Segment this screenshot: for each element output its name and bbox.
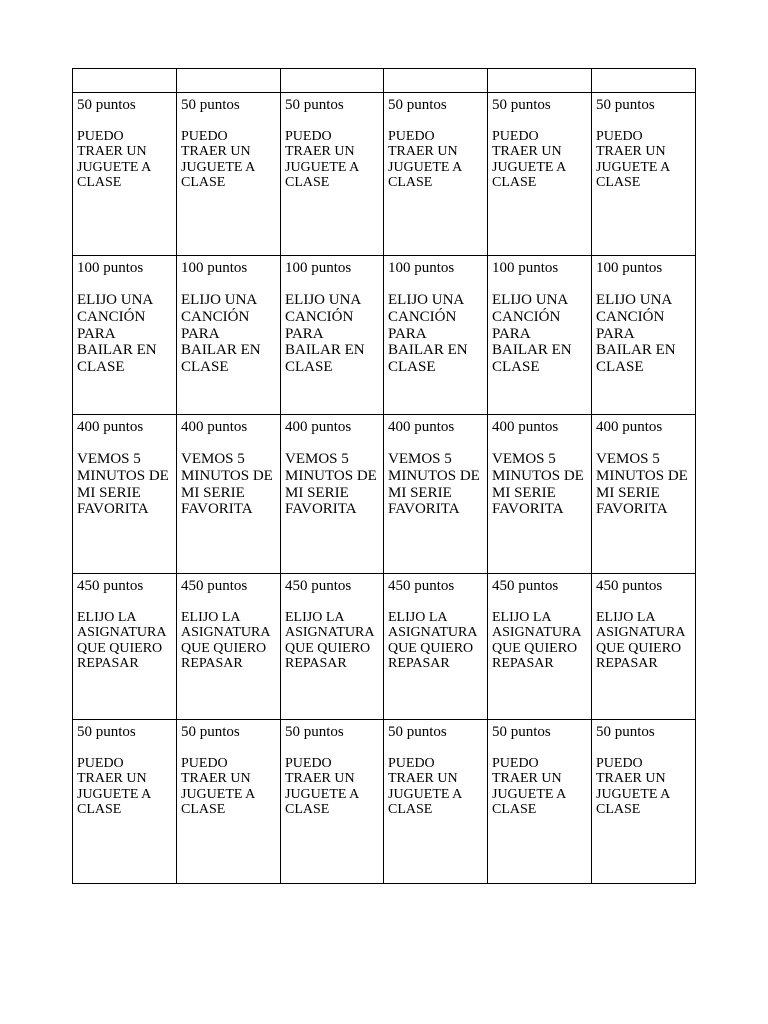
reward-text: VEMOS 5 MINUTOS DE MI SERIE FAVORITA xyxy=(285,451,377,518)
reward-cell xyxy=(281,415,384,574)
reward-text: PUEDO TRAER UN JUGUETE A CLASE xyxy=(596,756,671,817)
points-label: 100 puntos xyxy=(492,260,559,276)
reward-cell xyxy=(384,574,488,720)
reward-text: VEMOS 5 MINUTOS DE MI SERIE FAVORITA xyxy=(596,451,688,518)
reward-cell xyxy=(177,93,281,256)
points-label: 50 puntos xyxy=(388,97,447,113)
points-label: 100 puntos xyxy=(388,260,455,276)
points-label: 400 puntos xyxy=(492,419,559,435)
points-label: 450 puntos xyxy=(77,578,144,594)
reward-text: PUEDO TRAER UN JUGUETE A CLASE xyxy=(77,129,152,190)
reward-cell xyxy=(592,574,696,720)
points-label: 450 puntos xyxy=(492,578,559,594)
points-label: 100 puntos xyxy=(596,260,663,276)
reward-row xyxy=(73,256,696,415)
points-label: 50 puntos xyxy=(388,724,447,740)
reward-text: PUEDO TRAER UN JUGUETE A CLASE xyxy=(77,756,152,817)
header-cell xyxy=(281,69,384,93)
reward-cell xyxy=(488,415,592,574)
reward-text: VEMOS 5 MINUTOS DE MI SERIE FAVORITA xyxy=(181,451,273,518)
reward-text: ELIJO UNA CANCIÓN PARA BAILAR EN CLASE xyxy=(285,292,365,376)
header-cell xyxy=(73,69,177,93)
reward-cell xyxy=(384,720,488,884)
reward-cell xyxy=(592,720,696,884)
reward-cell xyxy=(281,720,384,884)
points-label: 50 puntos xyxy=(77,97,136,113)
points-label: 400 puntos xyxy=(388,419,455,435)
reward-text: ELIJO LA ASIGNATURA QUE QUIERO REPASAR xyxy=(77,610,167,671)
reward-text: PUEDO TRAER UN JUGUETE A CLASE xyxy=(596,129,671,190)
reward-cell xyxy=(592,415,696,574)
reward-cell xyxy=(177,574,281,720)
reward-text: PUEDO TRAER UN JUGUETE A CLASE xyxy=(492,129,567,190)
reward-text: VEMOS 5 MINUTOS DE MI SERIE FAVORITA xyxy=(492,451,584,518)
reward-text: ELIJO LA ASIGNATURA QUE QUIERO REPASAR xyxy=(492,610,582,671)
points-label: 50 puntos xyxy=(596,724,655,740)
reward-text: PUEDO TRAER UN JUGUETE A CLASE xyxy=(388,756,463,817)
reward-text: ELIJO LA ASIGNATURA QUE QUIERO REPASAR xyxy=(596,610,686,671)
reward-cell xyxy=(73,574,177,720)
reward-cell xyxy=(73,415,177,574)
reward-text: ELIJO LA ASIGNATURA QUE QUIERO REPASAR xyxy=(181,610,271,671)
reward-text: PUEDO TRAER UN JUGUETE A CLASE xyxy=(181,129,256,190)
reward-cell xyxy=(488,574,592,720)
reward-row xyxy=(73,574,696,720)
reward-text: ELIJO LA ASIGNATURA QUE QUIERO REPASAR xyxy=(285,610,375,671)
points-label: 100 puntos xyxy=(181,260,248,276)
points-label: 50 puntos xyxy=(492,97,551,113)
points-label: 450 puntos xyxy=(596,578,663,594)
points-label: 100 puntos xyxy=(77,260,144,276)
reward-cell xyxy=(281,256,384,415)
reward-cell xyxy=(592,93,696,256)
rewards-table xyxy=(72,68,696,884)
reward-cell xyxy=(384,415,488,574)
points-label: 450 puntos xyxy=(285,578,352,594)
reward-text: PUEDO TRAER UN JUGUETE A CLASE xyxy=(285,129,360,190)
reward-cell xyxy=(281,93,384,256)
reward-text: PUEDO TRAER UN JUGUETE A CLASE xyxy=(492,756,567,817)
points-label: 50 puntos xyxy=(285,724,344,740)
reward-cell xyxy=(177,256,281,415)
points-label: 400 puntos xyxy=(77,419,144,435)
reward-text: ELIJO UNA CANCIÓN PARA BAILAR EN CLASE xyxy=(492,292,572,376)
points-label: 450 puntos xyxy=(181,578,248,594)
points-label: 50 puntos xyxy=(285,97,344,113)
reward-text: ELIJO UNA CANCIÓN PARA BAILAR EN CLASE xyxy=(181,292,261,376)
header-row xyxy=(73,69,696,93)
points-label: 100 puntos xyxy=(285,260,352,276)
points-label: 50 puntos xyxy=(181,97,240,113)
reward-row xyxy=(73,415,696,574)
reward-cell xyxy=(592,256,696,415)
reward-cell xyxy=(177,415,281,574)
reward-row xyxy=(73,93,696,256)
header-cell xyxy=(488,69,592,93)
header-cell xyxy=(592,69,696,93)
header-cell xyxy=(384,69,488,93)
reward-text: ELIJO LA ASIGNATURA QUE QUIERO REPASAR xyxy=(388,610,478,671)
reward-text: VEMOS 5 MINUTOS DE MI SERIE FAVORITA xyxy=(388,451,480,518)
reward-cell xyxy=(384,256,488,415)
points-label: 50 puntos xyxy=(492,724,551,740)
reward-text: VEMOS 5 MINUTOS DE MI SERIE FAVORITA xyxy=(77,451,169,518)
reward-cell xyxy=(177,720,281,884)
points-label: 50 puntos xyxy=(77,724,136,740)
points-label: 400 puntos xyxy=(181,419,248,435)
reward-text: ELIJO UNA CANCIÓN PARA BAILAR EN CLASE xyxy=(77,292,157,376)
header-cell xyxy=(177,69,281,93)
reward-cell xyxy=(384,93,488,256)
points-label: 50 puntos xyxy=(596,97,655,113)
reward-cell xyxy=(488,720,592,884)
reward-cell xyxy=(488,256,592,415)
reward-text: ELIJO UNA CANCIÓN PARA BAILAR EN CLASE xyxy=(388,292,468,376)
reward-cell xyxy=(73,720,177,884)
points-label: 400 puntos xyxy=(285,419,352,435)
points-label: 50 puntos xyxy=(181,724,240,740)
reward-text: PUEDO TRAER UN JUGUETE A CLASE xyxy=(388,129,463,190)
points-label: 450 puntos xyxy=(388,578,455,594)
reward-text: ELIJO UNA CANCIÓN PARA BAILAR EN CLASE xyxy=(596,292,676,376)
reward-cell xyxy=(488,93,592,256)
reward-cell xyxy=(281,574,384,720)
reward-cell xyxy=(73,256,177,415)
points-label: 400 puntos xyxy=(596,419,663,435)
reward-row xyxy=(73,720,696,884)
reward-cell xyxy=(73,93,177,256)
reward-text: PUEDO TRAER UN JUGUETE A CLASE xyxy=(285,756,360,817)
reward-text: PUEDO TRAER UN JUGUETE A CLASE xyxy=(181,756,256,817)
